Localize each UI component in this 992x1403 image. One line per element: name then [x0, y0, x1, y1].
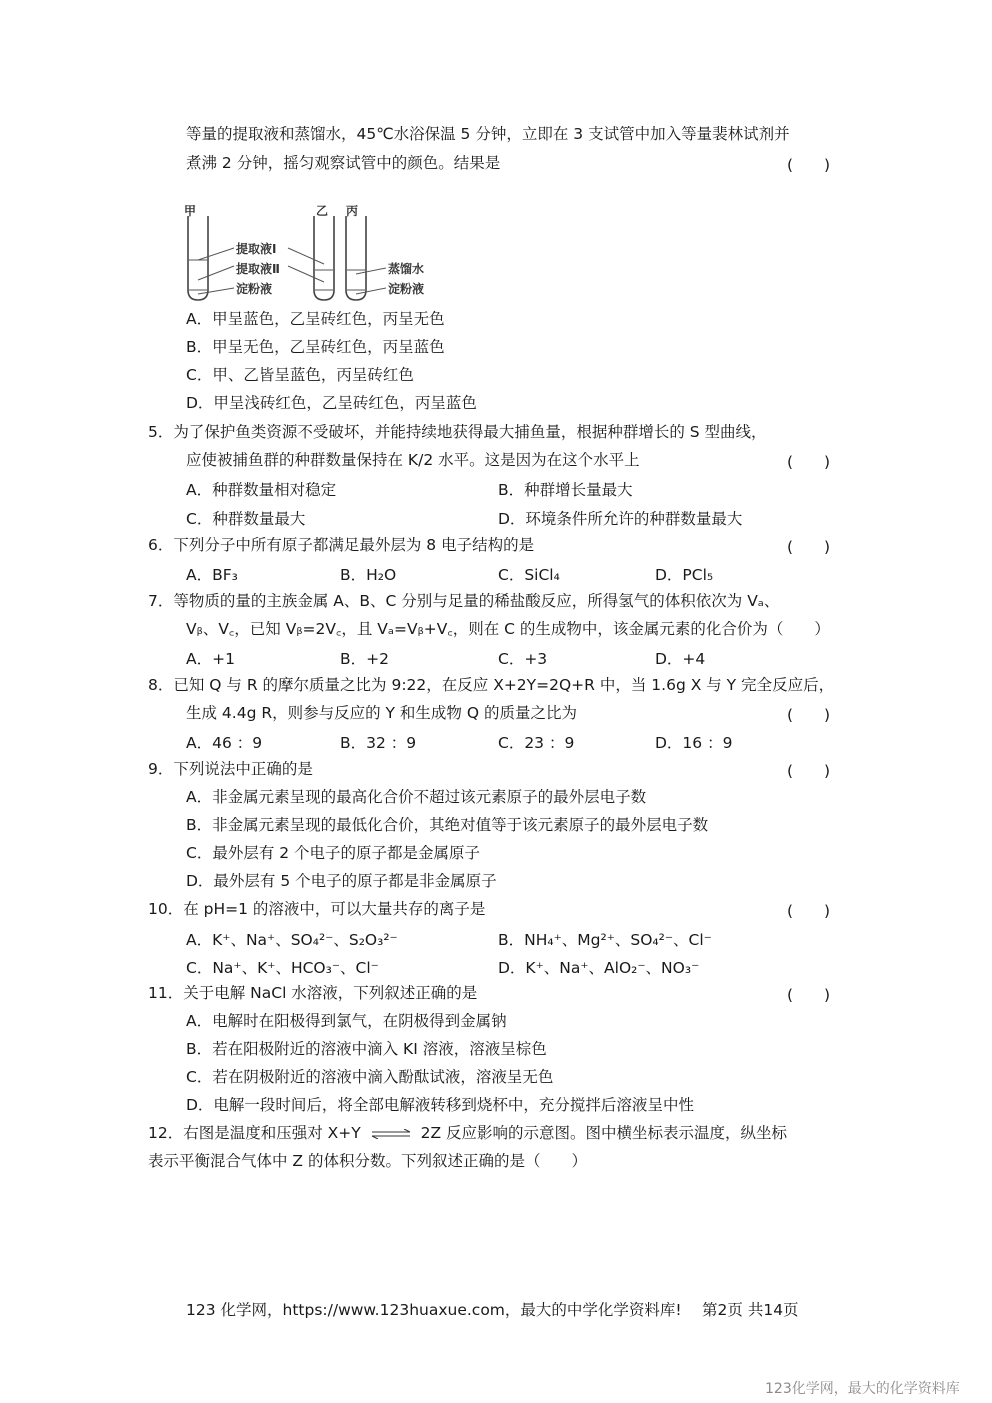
q5-option-b: B．种群增长量最大 — [498, 481, 633, 499]
q5-stem-line1: 5．为了保护鱼类资源不受破坏，并能持续地获得最大捕鱼量，根据种群增长的 S 型曲线， — [148, 423, 767, 441]
q4-option-b: B．甲呈无色，乙呈砖红色，丙呈蓝色 — [186, 338, 445, 356]
equilibrium-arrow-icon — [368, 1129, 414, 1139]
answer-paren: ( ) — [787, 706, 831, 724]
q10-option-d: D．K⁺、Na⁺、AlO₂⁻、NO₃⁻ — [498, 959, 700, 977]
q12-stem-part1: 12．右图是温度和压强对 X+Y — [148, 1124, 361, 1142]
q12-stem-part2: 2Z 反应影响的示意图。图中横坐标表示温度，纵坐标 — [420, 1124, 788, 1142]
q4-intro-line2: 煮沸 2 分钟，摇匀观察试管中的颜色。结果是 — [186, 154, 501, 172]
q11-option-b: B．若在阳极附近的溶液中滴入 KI 溶液，溶液呈棕色 — [186, 1040, 547, 1058]
q7-option-a: A．+1 — [186, 650, 235, 668]
answer-paren: ( ) — [787, 986, 831, 1004]
label-extract-2: 提取液Ⅱ — [236, 262, 280, 276]
q5-option-d: D．环境条件所允许的种群数量最大 — [498, 510, 743, 528]
q7-stem-line2: Vᵦ、V꜀，已知 Vᵦ=2V꜀，且 Vₐ=Vᵦ+V꜀，则在 C 的生成物中，该金属元素的化合价为（ ） — [186, 620, 830, 638]
label-starch-1: 淀粉液 — [236, 282, 273, 296]
q11-stem: 11．关于电解 NaCl 水溶液，下列叙述正确的是 — [148, 984, 478, 1002]
answer-paren: ( ) — [787, 156, 831, 174]
q6-option-a: A．BF₃ — [186, 566, 238, 584]
q7-option-c: C．+3 — [498, 650, 548, 668]
q4-option-d: D．甲呈浅砖红色，乙呈砖红色，丙呈蓝色 — [186, 394, 477, 412]
q8-option-b: B．32 ：9 — [340, 734, 417, 752]
label-starch-2: 淀粉液 — [388, 282, 425, 296]
q10-option-c: C．Na⁺、K⁺、HCO₃⁻、Cl⁻ — [186, 959, 379, 977]
q8-option-d: D．16 ：9 — [655, 734, 733, 752]
tube-yi-outline — [314, 216, 334, 300]
q5-option-a: A．种群数量相对稳定 — [186, 481, 337, 499]
q4-intro-line1: 等量的提取液和蒸馏水，45℃水浴保温 5 分钟，立即在 3 支试管中加入等量裴林试剂并 — [186, 125, 790, 143]
answer-paren: ( ) — [787, 762, 831, 780]
q9-option-c: C．最外层有 2 个电子的原子都是金属原子 — [186, 844, 481, 862]
q8-option-c: C．23 ：9 — [498, 734, 575, 752]
q8-option-a: A．46 ：9 — [186, 734, 263, 752]
q6-option-b: B．H₂O — [340, 566, 397, 584]
q10-stem: 10．在 pH=1 的溶液中，可以大量共存的离子是 — [148, 900, 486, 918]
q12-stem-line2: 表示平衡混合气体中 Z 的体积分数。下列叙述正确的是（ ） — [148, 1152, 587, 1170]
q7-option-d: D．+4 — [655, 650, 706, 668]
label-extract-1: 提取液Ⅰ — [236, 242, 277, 256]
q9-stem: 9．下列说法中正确的是 — [148, 760, 313, 778]
q8-stem-line2: 生成 4.4g R，则参与反应的 Y 和生成物 Q 的质量之比为 — [186, 704, 577, 722]
q5-stem-line2: 应使被捕鱼群的种群数量保持在 K/2 水平。这是因为在这个水平上 — [186, 451, 640, 469]
answer-paren: ( ) — [787, 453, 831, 471]
q5-option-c: C．种群数量最大 — [186, 510, 306, 528]
q4-option-a: A．甲呈蓝色，乙呈砖红色，丙呈无色 — [186, 310, 445, 328]
answer-paren: ( ) — [787, 538, 831, 556]
test-tube-figure — [180, 202, 450, 306]
q11-option-a: A．电解时在阳极得到氯气，在阴极得到金属钠 — [186, 1012, 507, 1030]
q6-option-c: C．SiCl₄ — [498, 566, 560, 584]
tube-bing-outline — [346, 216, 366, 300]
q9-option-d: D．最外层有 5 个电子的原子都是非金属原子 — [186, 872, 497, 890]
q9-option-b: B．非金属元素呈现的最低化合价，其绝对值等于该元素原子的最外层电子数 — [186, 816, 709, 834]
tube-label-bing: 丙 — [346, 204, 359, 218]
q12-stem-line1 — [148, 1123, 787, 1143]
answer-paren: ( ) — [787, 902, 831, 920]
q6-option-d: D．PCl₅ — [655, 566, 714, 584]
q7-option-b: B．+2 — [340, 650, 389, 668]
label-distilled-water: 蒸馏水 — [388, 262, 425, 276]
page-footer: 123 化学网，https://www.123huaxue.com，最大的中学化学资料库! 第2页 共14页 — [186, 1301, 799, 1319]
q10-option-b: B．NH₄⁺、Mg²⁺、SO₄²⁻、Cl⁻ — [498, 931, 712, 949]
tube-label-yi: 乙 — [316, 204, 329, 218]
q4-option-c: C．甲、乙皆呈蓝色，丙呈砖红色 — [186, 366, 414, 384]
q11-option-d: D．电解一段时间后，将全部电解液转移到烧杯中，充分搅拌后溶液呈中性 — [186, 1096, 694, 1114]
watermark-text: 123化学网，最大的化学资料库 — [765, 1381, 960, 1397]
q10-option-a: A．K⁺、Na⁺、SO₄²⁻、S₂O₃²⁻ — [186, 931, 398, 949]
q11-option-c: C．若在阴极附近的溶液中滴入酚酞试液，溶液呈无色 — [186, 1068, 554, 1086]
tube-label-jia: 甲 — [184, 204, 197, 218]
q9-option-a: A．非金属元素呈现的最高化合价不超过该元素原子的最外层电子数 — [186, 788, 647, 806]
q7-stem-line1: 7．等物质的量的主族金属 A、B、C 分别与足量的稀盐酸反应，所得氢气的体积依次为 Vₐ、 — [148, 592, 780, 610]
q8-stem-line1: 8．已知 Q 与 R 的摩尔质量之比为 9:22，在反应 X+2Y=2Q+R 中，当 1.6g X 与 Y 完全反应后， — [148, 676, 835, 694]
q6-stem: 6．下列分子中所有原子都满足最外层为 8 电子结构的是 — [148, 536, 535, 554]
